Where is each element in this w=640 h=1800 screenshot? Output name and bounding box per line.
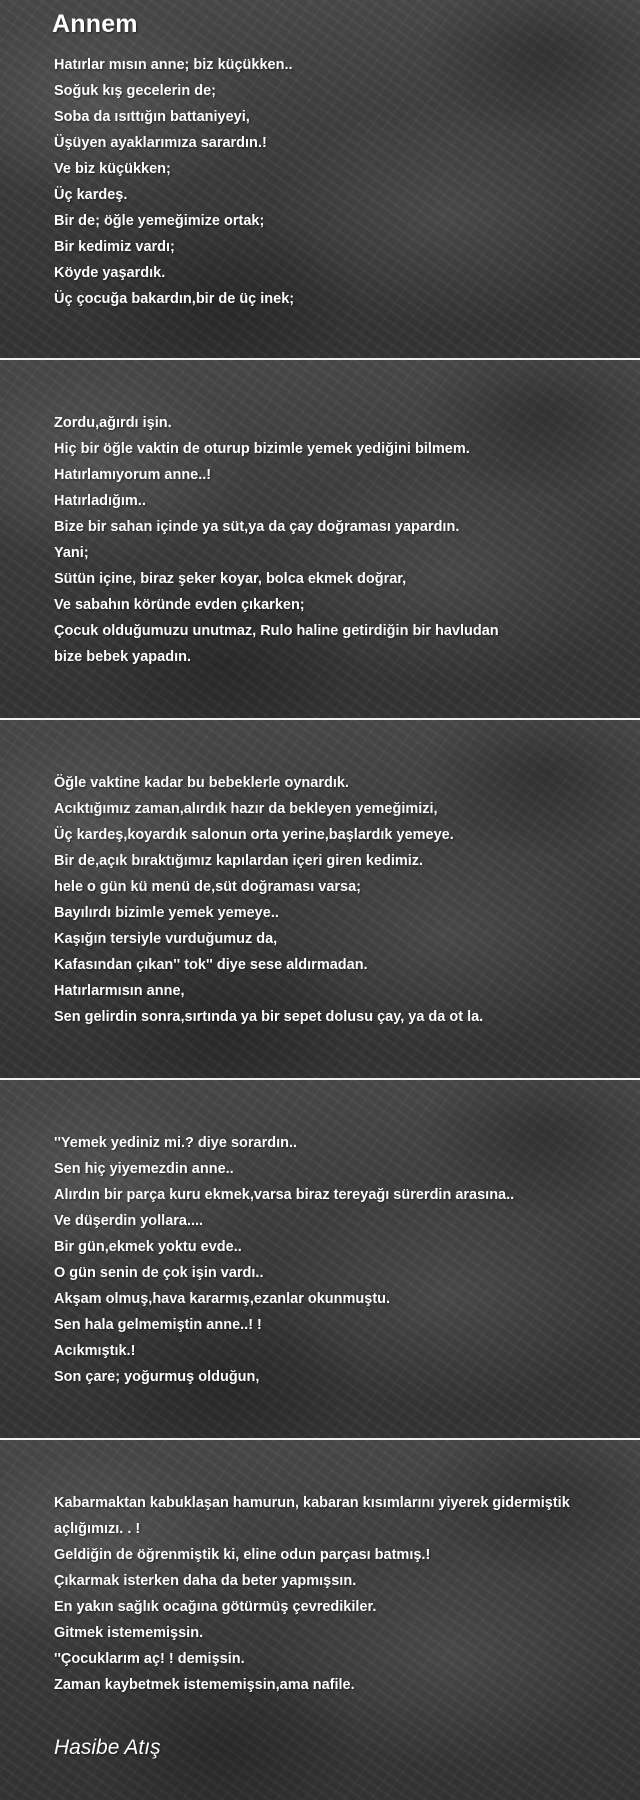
poem-line: Bayılırdı bizimle yemek yemeye.. bbox=[54, 905, 279, 921]
poem-line: Hatırlarmısın anne, bbox=[54, 983, 185, 999]
poem-line: Bir kedimiz vardı; bbox=[54, 239, 175, 255]
poem-line: Acıkmıştık.! bbox=[54, 1343, 136, 1359]
poem-line: Sen gelirdin sonra,sırtında ya bir sepet dolusu çay, ya da ot la. bbox=[54, 1009, 484, 1025]
poem-author: Hasibe Atış bbox=[54, 1736, 161, 1759]
stanza-panel-5 bbox=[0, 1440, 640, 1800]
poem-line: Yani; bbox=[54, 545, 89, 561]
poem-line: Bize bir sahan içinde ya süt,ya da çay doğraması yapardın. bbox=[54, 519, 460, 535]
poem-line: açlığımızı. . ! bbox=[54, 1521, 141, 1537]
poem-line: Ve düşerdin yollara.... bbox=[54, 1213, 204, 1229]
poem-line: Çocuk olduğumuzu unutmaz, Rulo haline getirdiğin bir havludan bbox=[54, 623, 499, 639]
stanza-panel-4 bbox=[0, 1080, 640, 1438]
poem-line: bize bebek yapadın. bbox=[54, 649, 191, 665]
stanza-2 bbox=[54, 410, 499, 670]
stanza-panel-2 bbox=[0, 360, 640, 718]
poem-line: Akşam olmuş,hava kararmış,ezanlar okunmuştu. bbox=[54, 1291, 391, 1307]
poem-line: Ve biz küçükken; bbox=[54, 161, 171, 177]
poem-line: Üç kardeş,koyardık salonun orta yerine,başlardık yemeye. bbox=[54, 827, 454, 843]
poem-line: ''Çocuklarım aç! ! demişsin. bbox=[54, 1651, 245, 1667]
poem-line: O gün senin de çok işin vardı.. bbox=[54, 1265, 264, 1281]
stanza-4 bbox=[54, 1130, 514, 1390]
poem-line: Zaman kaybetmek istememişsin,ama nafile. bbox=[54, 1677, 355, 1693]
poem-line: ''Yemek yediniz mi.? diye sorardın.. bbox=[54, 1135, 298, 1151]
poem-line: Bir gün,ekmek yoktu evde.. bbox=[54, 1239, 242, 1255]
poem-line: Sen hala gelmemiştin anne..! ! bbox=[54, 1317, 262, 1333]
poem-line: Kaşığın tersiyle vurduğumuz da, bbox=[54, 931, 278, 947]
poem-line: Kabarmaktan kabuklaşan hamurun, kabaran kısımlarını yiyerek gidermiştik bbox=[54, 1495, 570, 1511]
poem-line: Hiç bir öğle vaktin de oturup bizimle yemek yediğini bilmem. bbox=[54, 441, 470, 457]
poem-line: Üç kardeş. bbox=[54, 187, 128, 203]
poem-line: Hatırlamıyorum anne..! bbox=[54, 467, 212, 483]
poem-line: Bir de; öğle yemeğimize ortak; bbox=[54, 213, 265, 229]
poem-line: Geldiğin de öğrenmiştik ki, eline odun parçası batmış.! bbox=[54, 1547, 431, 1563]
poem-line: Hatırlar mısın anne; biz küçükken.. bbox=[54, 57, 293, 73]
poem-line: Ve sabahın köründe evden çıkarken; bbox=[54, 597, 305, 613]
poem-line: Soğuk kış gecelerin de; bbox=[54, 83, 216, 99]
poem-line: Çıkarmak isterken daha da beter yapmışsın. bbox=[54, 1573, 357, 1589]
poem-line: Öğle vaktine kadar bu bebeklerle oynardık. bbox=[54, 775, 349, 791]
stanza-1 bbox=[54, 52, 294, 312]
poem-line: Sütün içine, biraz şeker koyar, bolca ekmek doğrar, bbox=[54, 571, 407, 587]
poem-line: Sen hiç yiyemezdin anne.. bbox=[54, 1161, 234, 1177]
poem-line: Üşüyen ayaklarımıza sarardın.! bbox=[54, 135, 267, 151]
poem-line: Alırdın bir parça kuru ekmek,varsa biraz tereyağı sürerdin arasına.. bbox=[54, 1187, 515, 1203]
stanza-panel-3 bbox=[0, 720, 640, 1078]
stanza-panel-1 bbox=[0, 0, 640, 358]
poem-title: Annem bbox=[52, 10, 138, 38]
poem-line: Köyde yaşardık. bbox=[54, 265, 166, 281]
poem-line: Bir de,açık bıraktığımız kapılardan içeri giren kedimiz. bbox=[54, 853, 424, 869]
poem-line: En yakın sağlık ocağına götürmüş çevredikiler. bbox=[54, 1599, 377, 1615]
stanza-5 bbox=[54, 1490, 570, 1698]
poem-line: Hatırladığım.. bbox=[54, 493, 146, 509]
poem-line: Acıktığımız zaman,alırdık hazır da bekleyen yemeğimizi, bbox=[54, 801, 438, 817]
poem-line: Üç çocuğa bakardın,bir de üç inek; bbox=[54, 291, 295, 307]
stanza-3 bbox=[54, 770, 483, 1030]
poem-line: hele o gün kü menü de,süt doğraması varsa; bbox=[54, 879, 361, 895]
poem-line: Son çare; yoğurmuş olduğun, bbox=[54, 1369, 260, 1385]
poem-line: Gitmek istememişsin. bbox=[54, 1625, 204, 1641]
poem-line: Kafasından çıkan'' tok'' diye sese aldırmadan. bbox=[54, 957, 368, 973]
poem-line: Zordu,ağırdı işin. bbox=[54, 415, 172, 431]
poem-line: Soba da ısıttığın battaniyeyi, bbox=[54, 109, 250, 125]
